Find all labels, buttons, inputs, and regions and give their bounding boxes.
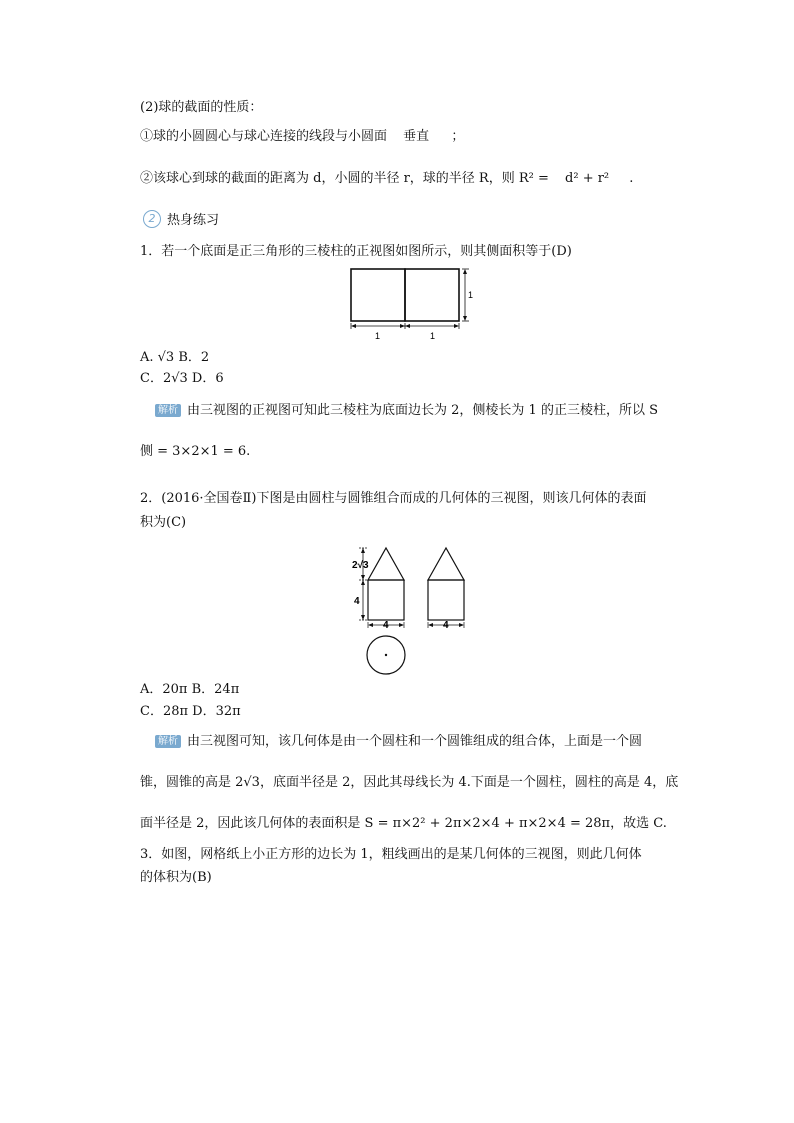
cylinder-height-label: 4 xyxy=(354,596,360,607)
question-3-stem-line-2: 的体积为(B) xyxy=(140,870,212,885)
side-width-label: 4 xyxy=(443,620,449,631)
question-1-solution xyxy=(155,402,658,420)
front-view-height-label: 1 xyxy=(468,290,474,300)
question-1-options-cd: C．2√3 D．6 xyxy=(140,371,224,386)
front-view-cylinder xyxy=(368,580,404,620)
question-1-stem: 1．若一个底面是正三角形的三棱柱的正视图如图所示，则其侧面积等于(D) xyxy=(140,244,572,259)
front-view-left-width-label: 1 xyxy=(375,331,381,341)
question-2-solution-line-3: 面半径是 2，因此该几何体的表面积是 S = π×2² + 2π×2×4 + π×2×4 = 28π，故选 C. xyxy=(140,816,667,831)
property-item-1-suffix: ； xyxy=(451,129,465,144)
question-2-three-view-figure xyxy=(350,538,480,678)
question-1-solution-line-2: 侧 = 3×2×1 = 6. xyxy=(140,444,251,459)
cone-height-label: 2√3 xyxy=(352,560,369,571)
side-view-cone xyxy=(428,548,464,580)
question-2-solution-line-1: 由三视图可知，该几何体是由一个圆柱和一个圆锥组成的组合体，上面是一个圆 xyxy=(187,734,643,749)
top-view-center xyxy=(385,654,387,656)
question-2-stem-line-2: 积为(C) xyxy=(140,515,187,530)
property-item-1-text: ①球的小圆圆心与球心连接的线段与小圆面 xyxy=(140,129,388,144)
question-2-solution-line-2: 锥，圆锥的高是 2√3，底面半径是 2，因此其母线长为 4.下面是一个圆柱，圆柱的高是 4，底 xyxy=(140,775,679,790)
solution-tag: 解析 xyxy=(155,404,181,417)
property-item-2-suffix: . xyxy=(629,171,634,186)
property-item-2-text: ②该球心到球的截面的距离为 d，小圆的半径 r，球的半径 R，则 R² = xyxy=(140,171,549,186)
solution-tag: 解析 xyxy=(155,735,181,748)
front-view-left-rect xyxy=(351,269,405,321)
front-view-right-rect xyxy=(405,269,459,321)
question-1-solution-line-1: 由三视图的正视图可知此三棱柱为底面边长为 2，侧棱长为 1 的正三棱柱，所以 S xyxy=(187,403,658,418)
front-view-cone xyxy=(368,548,404,580)
question-2-options-cd: C．28π D．32π xyxy=(140,704,241,719)
front-view-right-width-label: 1 xyxy=(430,331,436,341)
property-item-1 xyxy=(140,128,464,146)
warmup-number-badge: 2 xyxy=(143,210,161,228)
question-2-options-ab: A．20π B．24π xyxy=(140,682,240,697)
question-2-solution xyxy=(155,733,642,751)
question-3-stem-line-1: 3．如图，网格纸上小正方形的边长为 1，粗线画出的是某几何体的三视图，则此几何体 xyxy=(140,847,642,862)
property-item-2 xyxy=(140,170,633,188)
side-view-cylinder xyxy=(428,580,464,620)
property-item-1-answer: 垂直 xyxy=(403,129,430,144)
question-1-options-ab: A. √3 B．2 xyxy=(140,350,210,365)
property-item-2-answer: d² + r² xyxy=(565,171,610,186)
front-width-label: 4 xyxy=(383,620,389,631)
question-2-stem-line-1: 2．(2016·全国卷Ⅱ)下图是由圆柱与圆锥组合而成的几何体的三视图，则该几何体的表面 xyxy=(140,491,647,506)
question-1-front-view-figure xyxy=(345,263,475,345)
warmup-title: 热身练习 xyxy=(167,213,220,228)
section-heading: (2)球的截面的性质： xyxy=(140,100,263,115)
